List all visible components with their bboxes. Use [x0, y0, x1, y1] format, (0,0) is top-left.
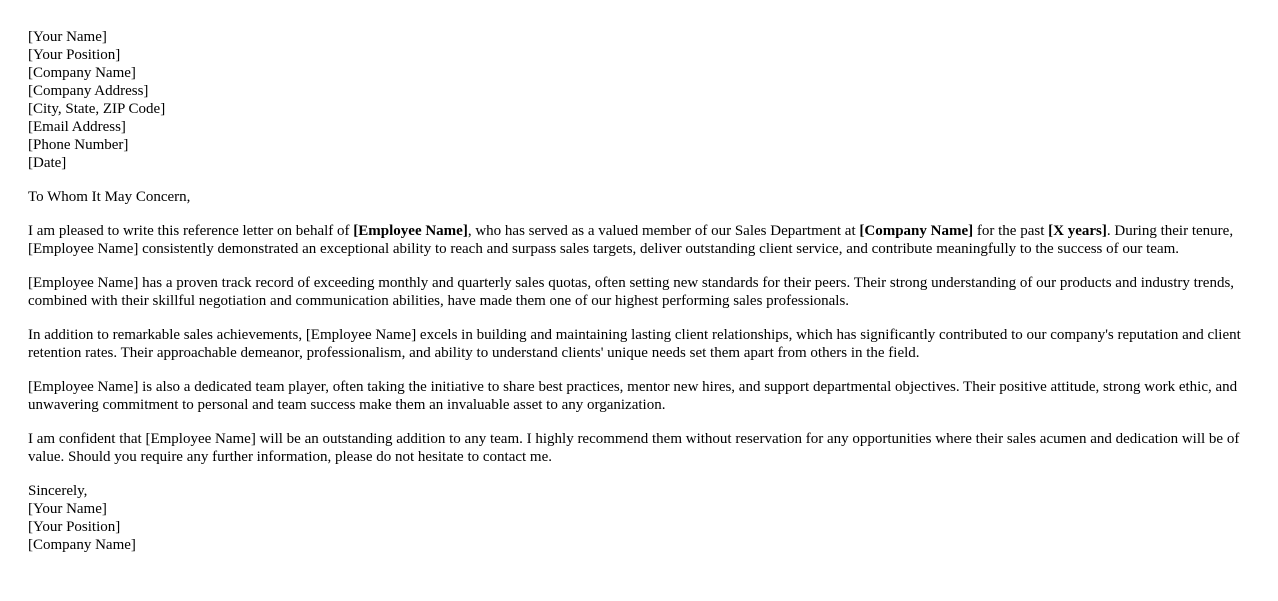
closing-name: [Your Name] [28, 501, 107, 517]
paragraph-intro-text-2: , who has served as a valued member of our Sales Department at [467, 223, 860, 239]
closing-block [28, 482, 1248, 554]
sender-name: [Your Name] [28, 29, 107, 45]
sender-email: [Email Address] [28, 119, 126, 135]
company-name-bold: [Company Name] [859, 223, 974, 239]
sender-phone: [Phone Number] [28, 137, 129, 153]
paragraph-recommendation: I am confident that [Employee Name] will be an outstanding addition to any team. I highly recommend them without reservation for any opportunities where their sales acumen and dedication will be of value. Should you require any further information, please do not hesitate to contact me. [28, 431, 1240, 465]
paragraph-intro-text-4: . During their tenure, [Employee Name] consistently demonstrated an exceptional ability to reach and surpass sales targets, deliver outstanding client service, and contribute meaningfully to the success of our team. [28, 223, 1234, 257]
sender-city-state-zip: [City, State, ZIP Code] [28, 101, 166, 117]
salutation: To Whom It May Concern, [28, 189, 191, 205]
sender-position: [Your Position] [28, 47, 121, 63]
sign-off: Sincerely, [28, 483, 88, 499]
sender-block [28, 28, 1248, 172]
paragraph-intro-text-3: for the past [973, 223, 1049, 239]
employee-name-bold: [Employee Name] [353, 223, 468, 239]
closing-company: [Company Name] [28, 537, 136, 553]
letter-date: [Date] [28, 155, 67, 171]
paragraph-intro-text-1: I am pleased to write this reference letter on behalf of [28, 223, 354, 239]
sender-address: [Company Address] [28, 83, 149, 99]
paragraph-team-player: [Employee Name] is also a dedicated team player, often taking the initiative to share best practices, mentor new hires, and support departmental objectives. Their positive attitude, strong work ethic, and unwavering commitment to personal and team success make them an invaluable asset to any organization. [28, 379, 1238, 413]
sender-company: [Company Name] [28, 65, 136, 81]
paragraph-intro [28, 222, 1248, 258]
paragraph-client-relationships: In addition to remarkable sales achievements, [Employee Name] excels in building and maintaining lasting client relationships, which has significantly contributed to our company's reputation and client retention rates. Their approachable demeanor, professionalism, and ability to understand clients' unique needs set them apart from others in the field. [28, 327, 1241, 361]
paragraph-sales-record: [Employee Name] has a proven track record of exceeding monthly and quarterly sales quotas, often setting new standards for their peers. Their strong understanding of our products and industry trends, combined with their skillful negotiation and communication abilities, have made them one of our highest performing sales professionals. [28, 275, 1235, 309]
reference-letter [28, 28, 1248, 570]
years-bold: [X years] [1048, 223, 1107, 239]
closing-position: [Your Position] [28, 519, 121, 535]
